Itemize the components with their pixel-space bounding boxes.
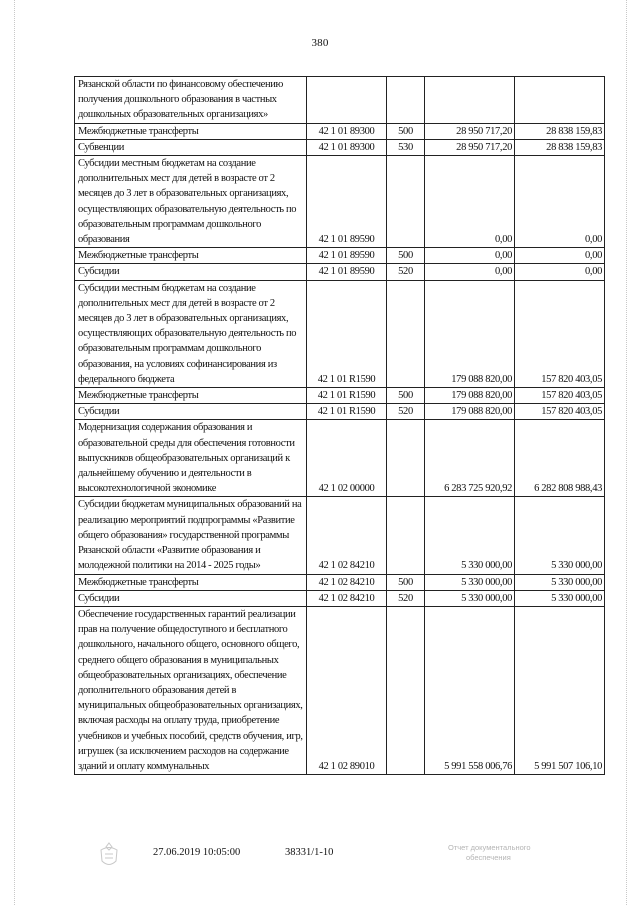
row-amount-year1-cell: 28 950 717,20 [425, 139, 515, 155]
table-row [75, 404, 605, 420]
row-amount-year1-cell: 179 088 820,00 [425, 404, 515, 420]
row-amount-year2-cell: 157 820 403,05 [515, 388, 605, 404]
row-name-cell: Межбюджетные трансферты [75, 248, 307, 264]
footer-document-number: 38331/1-10 [285, 847, 334, 858]
row-code-cell: 42 1 02 84210 [307, 590, 387, 606]
row-amount-year1-cell: 0,00 [425, 156, 515, 248]
row-amount-year2-cell: 5 330 000,00 [515, 590, 605, 606]
row-expense-type-cell: 500 [387, 574, 425, 590]
row-amount-year1-cell: 0,00 [425, 264, 515, 280]
row-code-cell: 42 1 01 R1590 [307, 388, 387, 404]
row-amount-year1-cell: 179 088 820,00 [425, 280, 515, 387]
row-name-cell: Субвенции [75, 139, 307, 155]
row-amount-year2-cell: 157 820 403,05 [515, 404, 605, 420]
row-amount-year1-cell: 5 330 000,00 [425, 574, 515, 590]
row-expense-type-cell [387, 156, 425, 248]
table-row [75, 156, 605, 248]
row-amount-year1-cell: 0,00 [425, 248, 515, 264]
row-amount-year2-cell: 0,00 [515, 156, 605, 248]
row-expense-type-cell [387, 606, 425, 774]
row-name-cell: Субсидии местным бюджетам на создание дополнительных мест для детей в возрасте от 2 месяцев до 3 лет в образовательных организациях, осуществляющих образовательную деятельность по образовательным программам дошкольного образования, на условиях софинансирования из федерального бюджета [75, 280, 307, 387]
row-expense-type-cell [387, 420, 425, 497]
row-amount-year1-cell: 6 283 725 920,92 [425, 420, 515, 497]
row-amount-year2-cell: 28 838 159,83 [515, 139, 605, 155]
row-code-cell: 42 1 02 84210 [307, 497, 387, 574]
row-name-cell: Субсидии [75, 404, 307, 420]
footer-stamp-line-1: Отчет документального [448, 843, 531, 852]
row-expense-type-cell: 520 [387, 404, 425, 420]
table-row [75, 388, 605, 404]
row-amount-year2-cell: 0,00 [515, 248, 605, 264]
footer-datetime: 27.06.2019 10:05:00 [153, 847, 241, 858]
row-amount-year2-cell: 5 330 000,00 [515, 497, 605, 574]
row-code-cell: 42 1 01 89590 [307, 156, 387, 248]
row-amount-year1-cell: 28 950 717,20 [425, 123, 515, 139]
row-expense-type-cell: 500 [387, 123, 425, 139]
footer-stamp-line-2: обеспечения [466, 853, 511, 862]
right-margin-line [626, 0, 628, 905]
row-code-cell: 42 1 01 89590 [307, 264, 387, 280]
coat-of-arms-icon [96, 841, 122, 874]
row-expense-type-cell: 500 [387, 388, 425, 404]
table-row [75, 574, 605, 590]
table-row [75, 248, 605, 264]
row-name-cell: Субсидии [75, 590, 307, 606]
table-row [75, 497, 605, 574]
row-amount-year1-cell [425, 77, 515, 124]
row-code-cell [307, 77, 387, 124]
row-amount-year2-cell [515, 77, 605, 124]
row-amount-year2-cell: 0,00 [515, 264, 605, 280]
row-code-cell: 42 1 01 89590 [307, 248, 387, 264]
row-amount-year1-cell: 5 330 000,00 [425, 497, 515, 574]
row-expense-type-cell [387, 280, 425, 387]
row-code-cell: 42 1 01 R1590 [307, 280, 387, 387]
table-row [75, 264, 605, 280]
row-amount-year1-cell: 5 991 558 006,76 [425, 606, 515, 774]
row-expense-type-cell: 520 [387, 264, 425, 280]
table-row [75, 420, 605, 497]
table-row [75, 590, 605, 606]
left-margin-line [14, 0, 16, 905]
row-amount-year2-cell: 28 838 159,83 [515, 123, 605, 139]
row-name-cell: Рязанской области по финансовому обеспечению получения дошкольного образования в частных дошкольных образовательных организациях» [75, 77, 307, 124]
row-name-cell: Модернизация содержания образования и образовательной среды для обеспечения готовности выпускников общеобразовательных организаций к дальнейшему обучению и деятельности в высокотехнологичной экономике [75, 420, 307, 497]
table-row [75, 606, 605, 774]
budget-table-body [75, 77, 605, 775]
row-amount-year1-cell: 5 330 000,00 [425, 590, 515, 606]
row-name-cell: Субсидии [75, 264, 307, 280]
budget-table [74, 76, 605, 775]
row-name-cell: Межбюджетные трансферты [75, 388, 307, 404]
row-expense-type-cell: 500 [387, 248, 425, 264]
row-code-cell: 42 1 02 89010 [307, 606, 387, 774]
footer-stamp [448, 843, 608, 863]
row-amount-year2-cell: 157 820 403,05 [515, 280, 605, 387]
row-amount-year1-cell: 179 088 820,00 [425, 388, 515, 404]
row-expense-type-cell [387, 77, 425, 124]
page-number: 380 [311, 37, 329, 49]
row-expense-type-cell: 520 [387, 590, 425, 606]
row-name-cell: Субсидии местным бюджетам на создание дополнительных мест для детей в возрасте от 2 месяцев до 3 лет в образовательных организациях, осуществляющих образовательную деятельность по образовательным программам дошкольного образования [75, 156, 307, 248]
row-code-cell: 42 1 01 R1590 [307, 404, 387, 420]
row-amount-year2-cell: 5 330 000,00 [515, 574, 605, 590]
row-expense-type-cell [387, 497, 425, 574]
row-name-cell: Межбюджетные трансферты [75, 123, 307, 139]
row-code-cell: 42 1 01 89300 [307, 139, 387, 155]
table-row [75, 139, 605, 155]
row-name-cell: Межбюджетные трансферты [75, 574, 307, 590]
row-name-cell: Субсидии бюджетам муниципальных образований на реализацию мероприятий подпрограммы «Развитие общего образования» государственной программы Рязанской области «Развитие образования и молодежной политики на 2014 - 2025 годы» [75, 497, 307, 574]
row-amount-year2-cell: 6 282 808 988,43 [515, 420, 605, 497]
table-row [75, 280, 605, 387]
row-expense-type-cell: 530 [387, 139, 425, 155]
row-amount-year2-cell: 5 991 507 106,10 [515, 606, 605, 774]
table-row [75, 123, 605, 139]
row-code-cell: 42 1 01 89300 [307, 123, 387, 139]
page-footer [0, 843, 640, 887]
row-name-cell: Обеспечение государственных гарантий реализации прав на получение общедоступного и бесплатного дошкольного, начального общего, основного общего, среднего общего образования в муниципальных общеобразовательных организациях, обеспечение дополнительного образования детей в муниципальных общеобразовательных организациях, включая расходы на оплату труда, приобретение учебников и учебных пособий, средств обучения, игр, игрушек (за исключением расходов на содержание зданий и оплату коммунальных [75, 606, 307, 774]
row-code-cell: 42 1 02 84210 [307, 574, 387, 590]
row-code-cell: 42 1 02 00000 [307, 420, 387, 497]
table-row [75, 77, 605, 124]
